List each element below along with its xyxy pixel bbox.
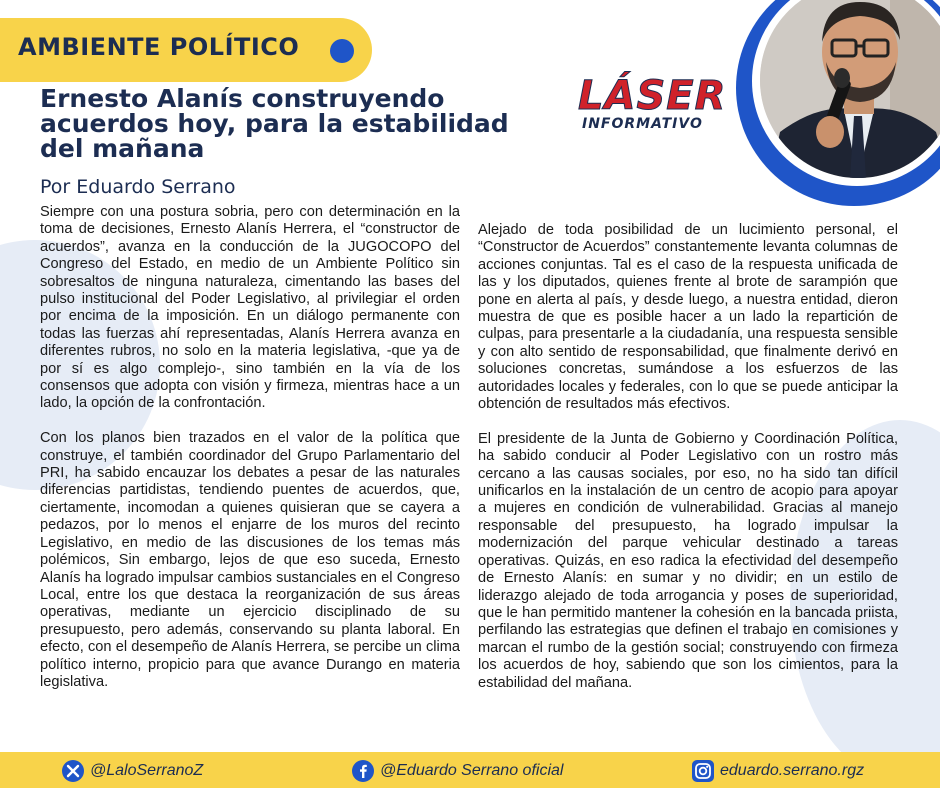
headline: Ernesto Alanís construyendo acuerdos hoy, para la estabilidad del mañana	[40, 84, 509, 163]
logo-subtitle: INFORMATIVO	[582, 116, 703, 132]
facebook-icon	[352, 760, 374, 782]
section-banner	[0, 18, 372, 82]
section-label: AMBIENTE POLÍTICO	[18, 33, 300, 61]
paragraph: Siempre con una postura sobria, pero con determinación en la toma de decisiones, Ernesto Alanís Herrera, el “constructor de acuerdos”, avanza en la conducción de la JUGOCOPO del Congreso del Estado, en medio de un Ambiente Político sin sobresaltos de ninguna naturaleza, cimentando las bases del pulso institucional del Poder Legislativo, al privilegiar el orden por encima de la imposición. En un diálogo permanente con todas las fuerzas ahí representadas, Alanís Herrera avanza en diferentes rubros, no solo en la materia legislativa, -que ya de por sí es algo complejo-, sino también en la vía de los consensos que adopta con visión y firmeza, mientras hace a un lado, la opción de la confrontación.	[40, 204, 460, 412]
paragraph: El presidente de la Junta de Gobierno y Coordinación Política, ha sabido conducir al Poder Legislativo con un rostro más cercano a las causas sociales, por eso, no ha sido tan difícil unificarlos en la instalación de un centro de acopio para apoyar a mujeres en condición de vulnerabilidad. Gracias al manejo responsable del presupuesto, ha logrado impulsar la modernización del parque vehicular destinado a tareas operativas. Quizás, en eso radica la efectividad del desempeño de Ernesto Alanís: en sumar y no dividir; en un estilo de liderazgo alejado de toda arrogancia y poses de superioridad, que le han permitido mantener la cohesión en la bancada priista, perfilando las estrategias que definen el trabajo en comisiones y marcan el rumbo de la gestión social; construyendo con firmeza los acuerdos de hoy, sabiendo que son los cimientos, para la estabilidad del mañana.	[478, 430, 898, 691]
x-icon	[62, 760, 84, 782]
paragraph: Alejado de toda posibilidad de un lucimiento personal, el “Constructor de Acuerdos” constantemente levanta columnas de acciones conjuntas. Tal es el caso de la respuesta unificada de las y los diputados, quienes frente al brote de sarampión que pone en alerta al país, y desde luego, a nuestra entidad, dieron muestra de que es posible hacer a un lado la repartición de culpas, para presentarle a la ciudadanía, una respuesta sensible y con alto sentido de responsabilidad, que finalmente derivó en soluciones concretas, sumándose a los esfuerzos de las autoridades locales y federales, con lo que se puede anticipar la obtención de resultados más efectivos.	[478, 222, 898, 413]
article-column-left	[40, 204, 460, 709]
logo-name: LÁSER	[578, 73, 727, 119]
byline: Por Eduardo Serrano	[40, 176, 236, 198]
x-handle: @LaloSerranoZ	[90, 762, 204, 779]
footer-bar	[0, 752, 940, 788]
laser-informativo-logo	[578, 73, 728, 136]
paragraph: Con los planos bien trazados en el valor de la política que construye, el también coordinador del Grupo Parlamentario del PRI, ha sabido encauzar los debates a pesar de las naturales diferencias partidistas, tendiendo puentes de acuerdos, que, ciertamente, incomodan a quienes quisieran que se cayera a pedazos, por lo menos el enjarre de los muros del recinto Legislativo, en medio de las discusiones de los temas más polémicos, Sin embargo, lejos de que eso suceda, Ernesto Alanís ha logrado impulsar cambios sustanciales en el Congreso Local, entre los que destaca la reorganización de sus áreas operativas, mediante un ejercicio disciplinado de su presupuesto, pero además, conservando su planta laboral. En efecto, con el desempeño de Alanís Herrera, se percibe un clima político interno, propicio para que avance Durango en materia legislativa.	[40, 430, 460, 690]
instagram-handle: eduardo.serrano.rgz	[720, 762, 865, 779]
x-social-link[interactable]	[62, 760, 203, 782]
article-column-right	[478, 222, 898, 709]
instagram-icon	[692, 760, 714, 782]
banner-dot-icon	[330, 39, 354, 63]
facebook-social-link[interactable]	[352, 760, 563, 782]
instagram-social-link[interactable]	[692, 760, 864, 782]
facebook-handle: @Eduardo Serrano oficial	[380, 762, 564, 779]
